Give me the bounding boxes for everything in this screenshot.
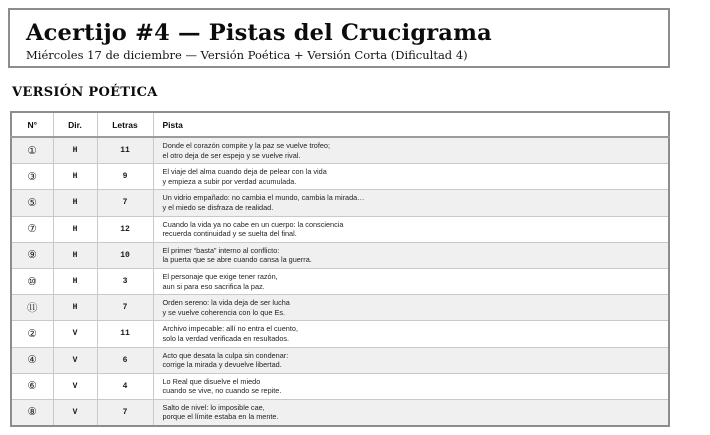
clue-text [153,321,669,347]
clue-text-line2: corrige la mirada y devuelve libertad. [162,360,282,370]
clue-text-line2: porque el límite estaba en la mente. [162,412,279,422]
clue-number: ⑧ [11,399,53,426]
clue-number: ⑨ [11,242,53,268]
clue-text [153,242,669,268]
clue-direction: V [53,399,97,426]
clue-number: ⑤ [11,190,53,216]
clue-text-line1: El primer “basta” interno al conflicto: [162,245,280,255]
table-row [11,295,669,321]
table-row [11,321,669,347]
clue-number: ⑦ [11,216,53,242]
clue-table-header [11,112,669,137]
clue-direction: H [53,268,97,294]
clue-text-line1: Orden sereno: la vida deja de ser lucha [162,298,290,308]
clue-letter-count: 11 [97,137,153,164]
column-header-pista: Pista [153,112,669,137]
clue-text [153,190,669,216]
clue-text-line2: el otro deja de ser espejo y se vuelve rival. [162,150,301,160]
column-header-num: N° [11,112,53,137]
clue-text [153,373,669,399]
page-title: Acertijo #4 — Pistas del Crucigrama [26,20,492,46]
clue-direction: H [53,295,97,321]
table-row [11,373,669,399]
clue-text-line2: solo la verdad verificada en resultados. [162,333,290,343]
clue-letter-count: 6 [97,347,153,373]
clue-text-line1: El viaje del alma cuando deja de pelear con la vida [162,167,327,177]
clue-text [153,347,669,373]
clue-direction: H [53,242,97,268]
clue-direction: H [53,137,97,164]
clue-text-line2: y empieza a subir por verdad acumulada. [162,176,297,186]
clue-letter-count: 11 [97,321,153,347]
clue-number: ① [11,137,53,164]
clue-letter-count: 4 [97,373,153,399]
page-subtitle: Miércoles 17 de diciembre — Versión Poética + Versión Corta (Dificultad 4) [26,48,468,62]
clue-text-line2: y el miedo se disfraza de realidad. [162,202,274,212]
clue-number: ⑥ [11,373,53,399]
clue-rows [11,137,669,426]
clue-text-line2: aun si para eso sacrifica la paz. [162,281,265,291]
clue-text-line2: la puerta que se abre cuando cansa la guerra. [162,255,312,265]
clue-letter-count: 3 [97,268,153,294]
clue-text-line1: Un vidrio empañado: no cambia el mundo, cambia la mirada… [162,193,365,203]
clue-direction: H [53,216,97,242]
table-row [11,268,669,294]
clue-text-line1: Lo Real que disuelve el miedo [162,376,261,386]
table-row [11,216,669,242]
clue-text-line1: Donde el corazón compite y la paz se vuelve trofeo; [162,141,331,150]
clue-text [153,164,669,190]
clue-direction: V [53,347,97,373]
clue-text-line1: Archivo impecable: allí no entra el cuento, [162,324,298,334]
clue-letter-count: 9 [97,164,153,190]
clue-text-line2: cuando se vive, no cuando se repite. [162,386,282,396]
clue-number: ② [11,321,53,347]
table-row [11,242,669,268]
clue-direction: V [53,373,97,399]
clue-text-line1: Salto de nivel: lo imposible cae, [162,402,265,412]
section-title: VERSIÓN POÉTICA [12,85,158,100]
table-row [11,190,669,216]
clue-text [153,268,669,294]
clue-number: ③ [11,164,53,190]
clue-number: ⑪ [11,295,53,321]
header-box [8,8,670,68]
table-row [11,399,669,426]
clue-text-line2: y se vuelve coherencia con lo que Es. [162,307,285,317]
clue-letter-count: 7 [97,399,153,426]
column-header-letras: Letras [97,112,153,137]
clue-text-line1: El personaje que exige tener razón, [162,271,278,281]
clue-text [153,295,669,321]
clue-direction: H [53,164,97,190]
table-row [11,347,669,373]
clue-number: ④ [11,347,53,373]
clue-number: ⑩ [11,268,53,294]
clue-table [10,111,670,427]
clue-letter-count: 10 [97,242,153,268]
clue-text [153,399,669,426]
clue-letter-count: 7 [97,295,153,321]
clue-letter-count: 12 [97,216,153,242]
clue-text-line2: recuerda continuidad y se suelta del final. [162,229,297,239]
column-header-dir: Dir. [53,112,97,137]
clue-direction: H [53,190,97,216]
header-row [11,112,669,137]
clue-text [153,137,669,164]
clue-text-line1: Cuando la vida ya no cabe en un cuerpo: la consciencia [162,219,344,229]
clue-letter-count: 7 [97,190,153,216]
table-row [11,164,669,190]
clue-text [153,216,669,242]
clue-direction: V [53,321,97,347]
table-row [11,137,669,164]
clue-text-line1: Acto que desata la culpa sin condenar: [162,350,289,360]
